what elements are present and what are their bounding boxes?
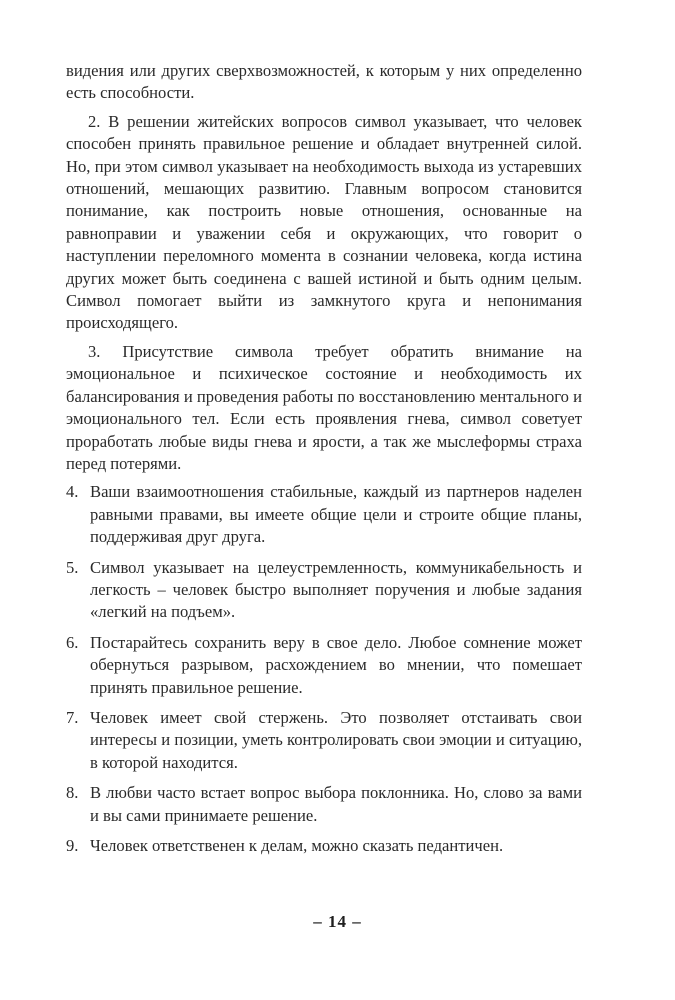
paragraph-2: 2. В решении житейских вопросов символ указывает, что человек способен принять правильное решение и обладает внутренней силой. Но, при этом символ указывает на необходимость выхода из устаревших отношений, мешающих развитию. Главным вопросом становится понимание, как построить новые отношения, основанные на равноправии и уважении себя и окружающих, что говорит о наступлении переломного момента в сознании человека, когда истина других может быть соединена с вашей истиной и быть одним целым. Символ помогает выйти из замкнутого круга и непонимания происходящего. [66, 111, 582, 333]
list-number: 5. [66, 557, 79, 577]
list-number: 4. [66, 482, 79, 502]
list-item-5 [66, 557, 582, 624]
list-number: 8. [66, 783, 79, 803]
list-text: Человек ответственен к делам, можно сказать педантичен. [90, 836, 504, 855]
list-text: Символ указывает на целеустремленность, коммуникабельность и легкость – человек быстро выполняет поручения и любые задания «легкий на подъем». [90, 557, 582, 622]
list-text: Ваши взаимоотношения стабильные, каждый из партнеров наделен равными правами, вы имеете общие цели и строите общие планы, поддерживая друг друга. [90, 482, 582, 547]
opening-paragraph: видения или других сверхвозможностей, к которым у них определенно есть способности. [66, 61, 582, 103]
page-number: – 14 – [313, 912, 362, 931]
page-body [66, 60, 582, 865]
list-text: Человек имеет свой стержень. Это позволяет отстаивать свои интересы и позиции, уметь контролировать свои эмоции и ситуацию, в которой находится. [90, 707, 582, 772]
list-number: 9. [66, 836, 79, 855]
list-item-4 [66, 481, 582, 548]
list-item-7 [66, 707, 582, 774]
list-number: 7. [66, 707, 79, 727]
list-text: В любви часто встает вопрос выбора поклонника. Но, слово за вами и вы сами принимаете решение. [90, 783, 582, 825]
list-text: Постарайтесь сохранить веру в свое дело. Любое сомнение может обернуться разрывом, расхождением во мнении, что помешает принять правильное решение. [90, 632, 582, 697]
list-item-6 [66, 632, 582, 699]
list-item-8 [66, 782, 582, 827]
list-number: 6. [66, 632, 79, 652]
list-item-9 [66, 835, 582, 857]
paragraph-3: 3. Присутствие символа требует обратить внимание на эмоциональное и психическое состояние и необходимость их балансирования и проведения работы по восстановлению ментального и эмоционального тел. Если есть проявления гнева, символ советует проработать любые виды гнева и ярости, а так же мыслеформы страха перед потерями. [66, 341, 582, 473]
